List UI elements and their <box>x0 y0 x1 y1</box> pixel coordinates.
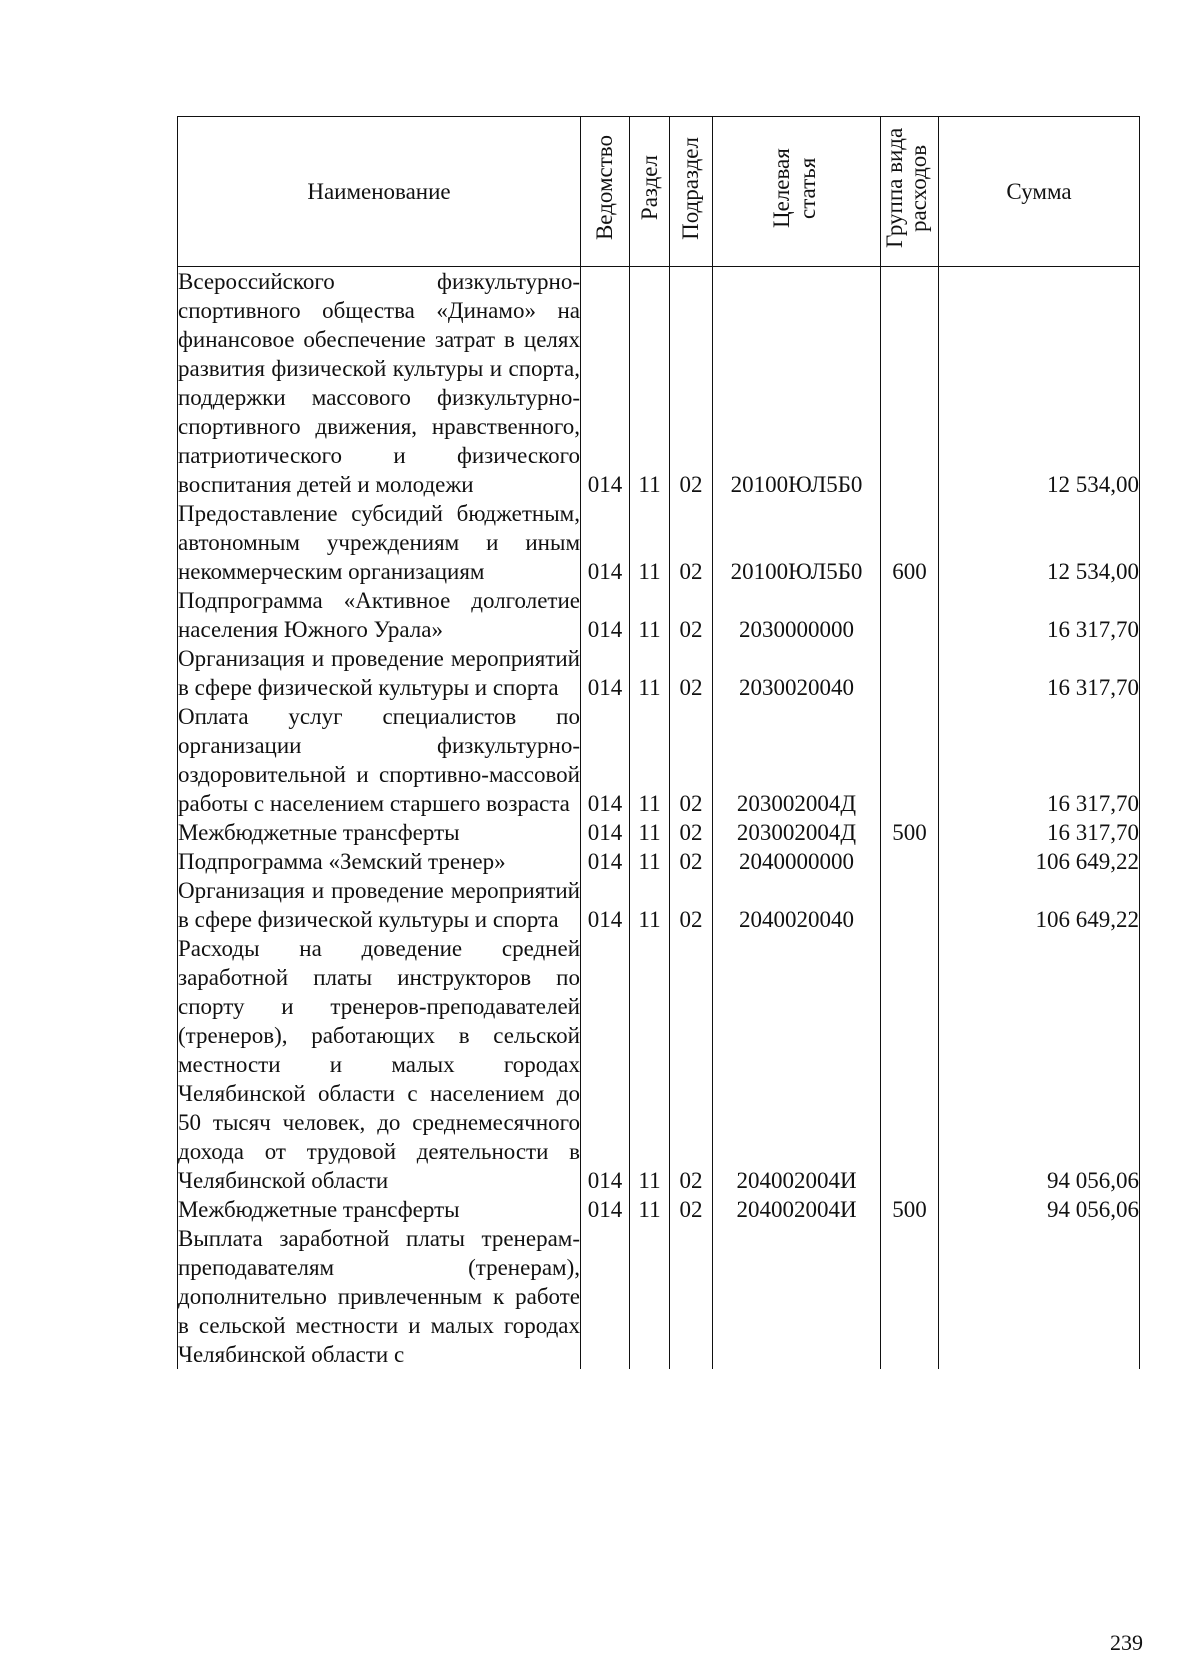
row-name: Организация и проведение мероприятий в сфере физической культуры и спорта <box>178 878 580 932</box>
row-section: 11 <box>630 876 670 934</box>
table-row <box>178 702 1140 818</box>
row-department: 014 <box>581 876 630 934</box>
row-group <box>881 934 939 1195</box>
row-department: 014 <box>581 644 630 702</box>
row-subsection <box>670 1224 713 1369</box>
table-row <box>178 267 1140 500</box>
row-department: 014 <box>581 267 630 500</box>
row-subsection: 02 <box>670 702 713 818</box>
table-row <box>178 1195 1140 1224</box>
row-sum: 94 056,06 <box>939 1195 1140 1224</box>
row-subsection: 02 <box>670 586 713 644</box>
row-department: 014 <box>581 934 630 1195</box>
row-name: Организация и проведение мероприятий в сфере физической культуры и спорта <box>178 646 580 700</box>
row-target: 203002004Д <box>713 818 881 847</box>
row-group: 500 <box>881 1195 939 1224</box>
row-group: 600 <box>881 499 939 586</box>
row-department: 014 <box>581 586 630 644</box>
table-row <box>178 644 1140 702</box>
row-sum: 94 056,06 <box>939 934 1140 1195</box>
column-header-expense-group: Группа вида расходов <box>881 117 939 267</box>
row-sum: 12 534,00 <box>939 499 1140 586</box>
row-sum: 16 317,70 <box>939 818 1140 847</box>
row-section: 11 <box>630 267 670 500</box>
row-sum: 16 317,70 <box>939 586 1140 644</box>
row-target <box>713 1224 881 1369</box>
table-row <box>178 934 1140 1195</box>
table-row <box>178 1224 1140 1369</box>
row-section: 11 <box>630 644 670 702</box>
row-subsection: 02 <box>670 934 713 1195</box>
row-group: 500 <box>881 818 939 847</box>
row-section <box>630 1224 670 1369</box>
row-target: 2040000000 <box>713 847 881 876</box>
row-subsection: 02 <box>670 267 713 500</box>
row-section: 11 <box>630 499 670 586</box>
row-department: 014 <box>581 499 630 586</box>
column-header-department: Ведомство <box>581 117 630 267</box>
column-header-subsection: Подраздел <box>670 117 713 267</box>
row-department <box>581 1224 630 1369</box>
row-name: Всероссийского физкультурно-спортивного общества «Динамо» на финансовое обеспечение затрат в целях развития физической культуры и спорта, поддержки массового физкультурно-спортивного движения, нравственного, патриотического и физического воспитания детей и молодежи <box>178 267 581 500</box>
budget-table <box>177 116 1140 1369</box>
row-name: Подпрограмма «Активное долголетие населения Южного Урала» <box>178 588 580 642</box>
row-group <box>881 1224 939 1369</box>
row-target: 204002004И <box>713 1195 881 1224</box>
row-target: 203002004Д <box>713 702 881 818</box>
table-row <box>178 847 1140 876</box>
row-department: 014 <box>581 818 630 847</box>
row-name: Предоставление субсидий бюджетным, автономным учреждениям и иным некоммерческим организациям <box>178 501 580 584</box>
row-sum: 16 317,70 <box>939 702 1140 818</box>
row-group <box>881 267 939 500</box>
table-header-row <box>178 117 1140 267</box>
row-section: 11 <box>630 847 670 876</box>
row-subsection: 02 <box>670 818 713 847</box>
row-name: Межбюджетные трансферты <box>178 818 581 847</box>
row-department: 014 <box>581 847 630 876</box>
table-row <box>178 876 1140 934</box>
row-group <box>881 644 939 702</box>
row-subsection: 02 <box>670 644 713 702</box>
row-group <box>881 876 939 934</box>
column-header-target-article: Целевая статья <box>713 117 881 267</box>
row-section: 11 <box>630 934 670 1195</box>
row-name: Межбюджетные трансферты <box>178 1195 581 1224</box>
row-sum: 106 649,22 <box>939 847 1140 876</box>
row-target: 2030020040 <box>713 644 881 702</box>
row-group <box>881 702 939 818</box>
row-target: 20100ЮЛ5Б0 <box>713 499 881 586</box>
column-header-name: Наименование <box>178 117 581 267</box>
row-subsection: 02 <box>670 499 713 586</box>
row-target: 2040020040 <box>713 876 881 934</box>
row-sum: 16 317,70 <box>939 644 1140 702</box>
table-row <box>178 586 1140 644</box>
row-sum: 106 649,22 <box>939 876 1140 934</box>
row-name: Выплата заработной платы тренерам-преподавателям (тренерам), дополнительно привлеченным к работе в сельской местности и малых городах Челябинской области с <box>178 1226 580 1367</box>
row-section: 11 <box>630 586 670 644</box>
row-section: 11 <box>630 818 670 847</box>
row-subsection: 02 <box>670 876 713 934</box>
row-department: 014 <box>581 1195 630 1224</box>
row-section: 11 <box>630 1195 670 1224</box>
row-group <box>881 586 939 644</box>
row-target: 2030000000 <box>713 586 881 644</box>
row-name: Оплата услуг специалистов по организации физкультурно-оздоровительной и спортивно-массовой работы с населением старшего возраста <box>178 704 580 816</box>
row-department: 014 <box>581 702 630 818</box>
row-name: Расходы на доведение средней заработной платы инструкторов по спорту и тренеров-преподавателей (тренеров), работающих в сельской местности и малых городах Челябинской области с населением до 50 тысяч человек, до среднемесячного дохода от трудовой деятельности в Челябинской области <box>178 936 580 1193</box>
table-row <box>178 818 1140 847</box>
row-sum: 12 534,00 <box>939 267 1140 500</box>
row-target: 204002004И <box>713 934 881 1195</box>
row-subsection: 02 <box>670 1195 713 1224</box>
row-target: 20100ЮЛ5Б0 <box>713 267 881 500</box>
column-header-section: Раздел <box>630 117 670 267</box>
row-subsection: 02 <box>670 847 713 876</box>
row-name: Подпрограмма «Земский тренер» <box>178 847 581 876</box>
column-header-sum: Сумма <box>939 117 1140 267</box>
table-row <box>178 499 1140 586</box>
row-group <box>881 847 939 876</box>
row-sum <box>939 1224 1140 1369</box>
page-number: 239 <box>1110 1630 1143 1655</box>
row-section: 11 <box>630 702 670 818</box>
